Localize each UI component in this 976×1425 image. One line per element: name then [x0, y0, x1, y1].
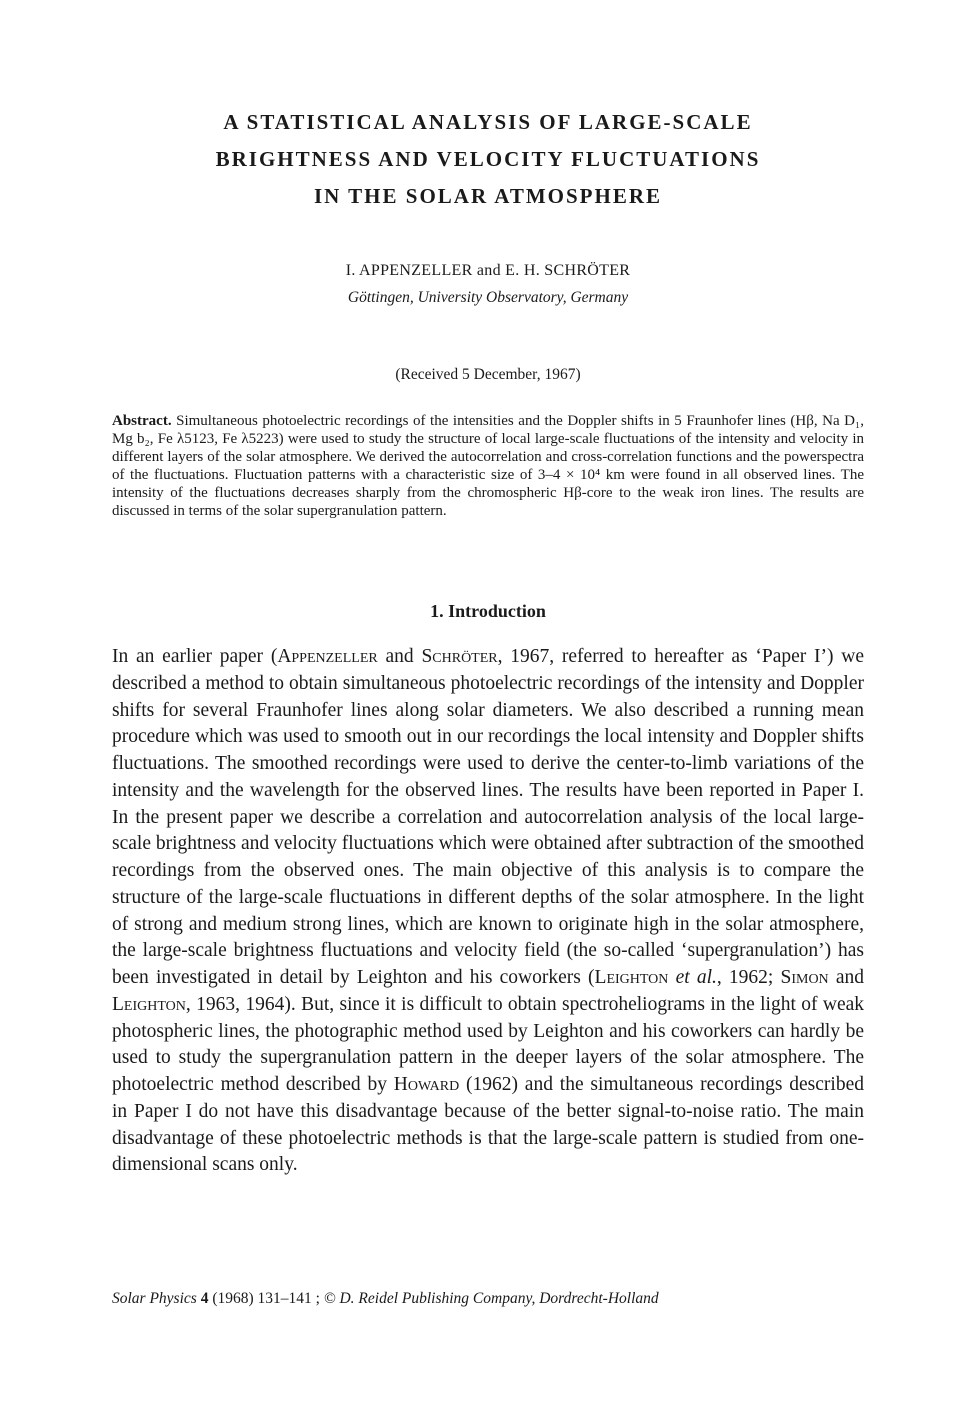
body-text-run [668, 967, 675, 988]
body-text-run: and [377, 646, 422, 667]
body-text-run: (1962) and the simultaneous recordings described in Paper I do not have this disadvantage because of the better signal-to-noise ratio. The main disadvantage of these photoelectric methods is that the large-scale pattern is studied from one-dimensional scans only. [112, 1074, 864, 1176]
section-heading-introduction: 1. Introduction [430, 601, 546, 621]
abstract-text: Simultaneous photoelectric recordings of the intensities and the Doppler shifts in 5 Fraunhofer lines (Hβ, Na D₁, Mg b₂, Fe λ5123, Fe λ5223) were used to study the structure of local large-scale fluctuations of the intensity and velocity in different layers of the solar atmosphere. We derived the autocorrelation and cross-correlation functions and the powerspectra of the fluctuations. Fluctuation patterns with a characteristic size of 3–4 × 10⁴ km were found in all observed lines. The intensity of the fluctuations decreases sharply from the chromospheric Hβ-core to the weak iron lines. The results are discussed in terms of the solar supergranulation pattern. [112, 413, 864, 519]
author-citation: Leighton [594, 967, 669, 988]
journal-footer [112, 1290, 659, 1308]
title-line-2: BRIGHTNESS AND VELOCITY FLUCTUATIONS [215, 147, 761, 171]
author-citation: Appenzeller [277, 646, 378, 667]
body-text-run: and [828, 967, 864, 988]
abstract [112, 412, 864, 520]
author-citation: Schröter [421, 646, 498, 667]
title-line-1: A STATISTICAL ANALYSIS OF LARGE-SCALE [223, 110, 753, 134]
journal-citation: (1968) 131–141 ; [212, 1290, 320, 1307]
body-text-run: , 1963, 1964). But, since it is difficult to obtain spectroheliograms in the light of weak photospheric lines, the photographic method used by Leighton and his coworkers can hardly be used to study the supergranulation pattern in the deeper layers of the solar atmosphere. The photoelectric method described by [112, 993, 864, 1095]
et-al-italic: et al. [675, 967, 717, 988]
body-text-run: In an earlier paper ( [112, 646, 278, 667]
abstract-label: Abstract. [112, 413, 172, 429]
body-text-run: , 1962; [716, 967, 781, 988]
author-citation: Howard [393, 1074, 460, 1095]
author-citation: Leighton [112, 993, 186, 1015]
received-date: (Received 5 December, 1967) [395, 366, 581, 383]
author-citation: Simon [780, 967, 829, 988]
journal-volume: 4 [200, 1290, 209, 1307]
journal-name: Solar Physics [112, 1290, 197, 1307]
publisher: © D. Reidel Publishing Company, Dordrecht-Holland [323, 1290, 659, 1307]
author-affiliation: Göttingen, University Observatory, Germany [347, 289, 629, 306]
body-text-run: , 1967, referred to hereafter as ‘Paper I’) we described a method to obtain simultaneous photoelectric recordings of the intensity and Doppler shifts for several Fraunhofer lines along solar diameters. We also described a running mean procedure which was used to smooth out in our recordings the local intensity and Doppler shifts fluctuations. The smoothed recordings were used to derive the center-to-limb variations of the intensity and the wavelength for the observed lines. The results have been reported in Paper I. In the present paper we describe a correlation and autocorrelation analysis of the local large-scale brightness and velocity fluctuations which were obtained after subtraction of the smoothed recordings from the observed ones. The main objective of this analysis is to compare the structure of the large-scale fluctuations in different depths of the solar atmosphere. In the light of strong and medium strong lines, which are known to originate high in the solar atmosphere, the large-scale brightness fluctuations and velocity field (the so-called ‘supergranulation’) has been investigated in detail by Leighton and his coworkers ( [112, 646, 865, 988]
title-line-3: IN THE SOLAR ATMOSPHERE [313, 184, 663, 208]
author-list: I. APPENZELLER and E. H. SCHRÖTER [345, 262, 631, 279]
paper-title [0, 104, 976, 215]
introduction-paragraph [112, 644, 864, 1179]
